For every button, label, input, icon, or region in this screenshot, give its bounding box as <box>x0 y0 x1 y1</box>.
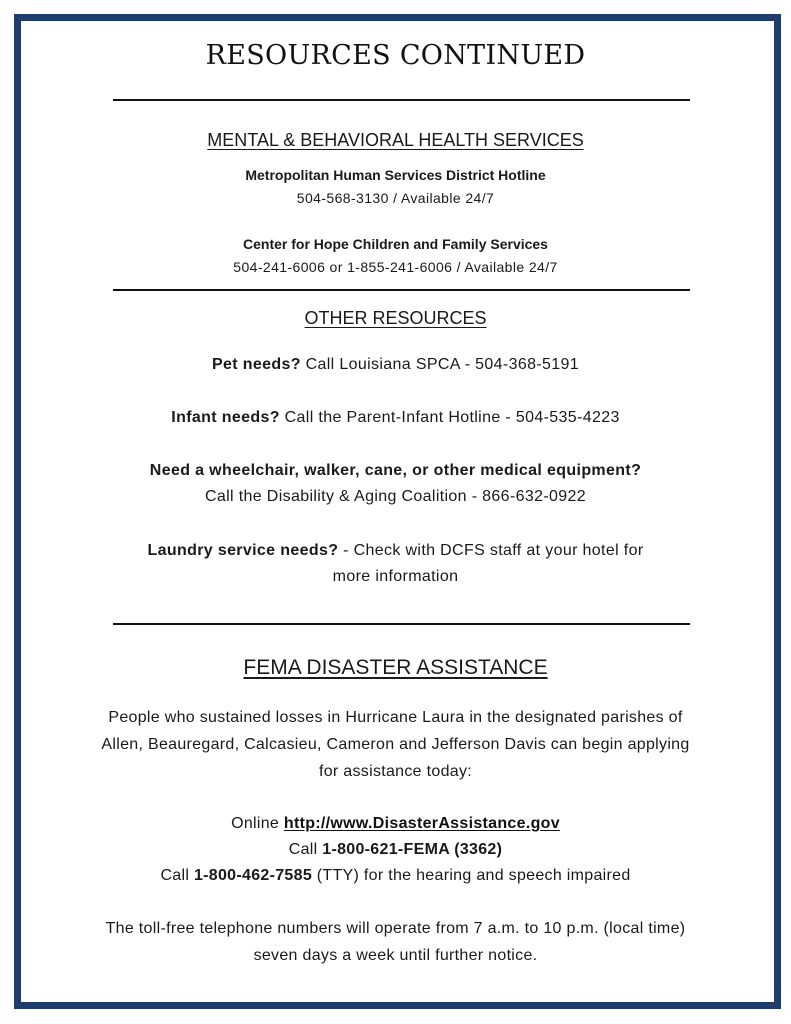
fema-tty <box>0 862 791 889</box>
divider <box>113 99 690 101</box>
fema-intro-line: for assistance today: <box>318 763 473 780</box>
fema-call-number: 1-800-621-FEMA (3362) <box>322 841 503 858</box>
fema-call-prefix: Call <box>288 841 323 858</box>
fema-intro-line: People who sustained losses in Hurricane Laura in the designated parishes of <box>108 709 683 726</box>
divider <box>113 289 690 291</box>
fema-hours-line: seven days a week until further notice. <box>253 947 538 964</box>
fema-tty-prefix: Call <box>160 867 194 884</box>
divider <box>113 623 690 625</box>
resource-laundry <box>0 538 791 590</box>
resource-pet-text: Call Louisiana SPCA - 504-368-5191 <box>300 356 580 373</box>
fema-intro <box>0 704 791 785</box>
resource-infant-label: Infant needs? <box>171 409 280 426</box>
fema-call <box>0 836 791 863</box>
fema-hours <box>0 915 791 969</box>
fema-tty-suffix: (TTY) for the hearing and speech impaired <box>312 867 631 884</box>
org-name-center-for-hope: Center for Hope Children and Family Services <box>243 236 548 252</box>
resource-equipment-text: Call the Disability & Aging Coalition - 866-632-0922 <box>204 488 587 505</box>
org-name-mhsd: Metropolitan Human Services District Hotline <box>245 167 546 183</box>
resource-equipment-label: Need a wheelchair, walker, cane, or other medical equipment? <box>149 462 642 479</box>
resource-pet <box>0 352 791 378</box>
section-heading-other-resources: OTHER RESOURCES <box>304 308 487 328</box>
section-heading-mental-health: MENTAL & BEHAVIORAL HEALTH SERVICES <box>207 130 584 150</box>
org-detail-center-for-hope: 504-241-6006 or 1-855-241-6006 / Available 24/7 <box>233 259 558 275</box>
disaster-assistance-link[interactable]: http://www.DisasterAssistance.gov <box>283 815 560 832</box>
page-title: RESOURCES CONTINUED <box>205 40 586 71</box>
resource-laundry-text-cont: more information <box>332 568 459 585</box>
org-detail-mhsd: 504-568-3130 / Available 24/7 <box>296 190 495 206</box>
fema-intro-line: Allen, Beauregard, Calcasieu, Cameron and Jefferson Davis can begin applying <box>101 736 690 753</box>
section-heading-fema: FEMA DISASTER ASSISTANCE <box>243 656 548 679</box>
fema-hours-line: The toll-free telephone numbers will operate from 7 a.m. to 10 p.m. (local time) <box>105 920 686 937</box>
fema-online-prefix: Online <box>231 815 284 832</box>
fema-tty-number: 1-800-462-7585 <box>193 867 313 884</box>
fema-online <box>0 810 791 837</box>
resource-infant-text: Call the Parent-Infant Hotline - 504-535-4223 <box>279 409 620 426</box>
resource-equipment <box>0 458 791 510</box>
resource-pet-label: Pet needs? <box>211 356 301 373</box>
resource-laundry-label: Laundry service needs? <box>147 542 339 559</box>
resource-infant <box>0 405 791 431</box>
resource-laundry-text: - Check with DCFS staff at your hotel for <box>338 542 644 559</box>
